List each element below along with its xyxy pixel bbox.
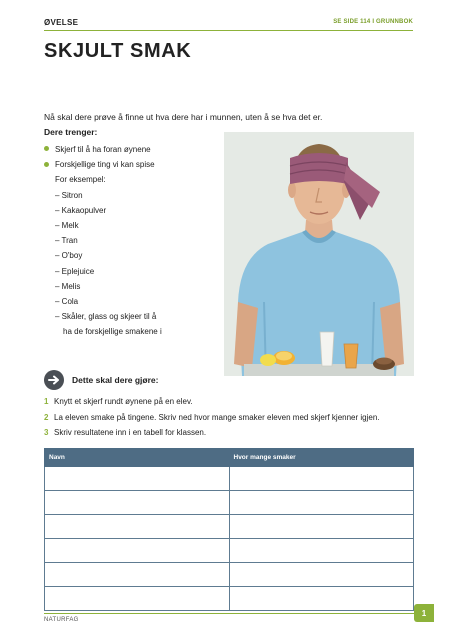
list-item: – Melk <box>55 221 79 231</box>
footer-subject: NATURFAG <box>44 617 79 623</box>
table-cell[interactable] <box>229 491 414 515</box>
list-item: – Kakaopulver <box>55 205 107 215</box>
table-cell[interactable] <box>45 539 230 563</box>
list-item: Forskjellige ting vi kan spise <box>44 157 162 172</box>
bullet-icon <box>44 162 49 167</box>
page-reference: SE SIDE 114 I GRUNNBOK <box>333 19 413 25</box>
page-title: SKJULT SMAK <box>44 40 192 62</box>
table-cell[interactable] <box>229 563 414 587</box>
example-heading: For eksempel: <box>55 175 106 185</box>
table-cell[interactable] <box>229 515 414 539</box>
page-number: 1 <box>414 604 434 622</box>
table-cell[interactable] <box>45 563 230 587</box>
list-item: – Eplejuice <box>55 266 95 276</box>
list-item: – O'boy <box>55 251 83 261</box>
steps-heading-row <box>44 370 158 390</box>
list-item: – Cola <box>55 297 79 307</box>
table-cell[interactable] <box>45 515 230 539</box>
table-cell[interactable] <box>45 467 230 491</box>
step-item: 2 La eleven smake på tingene. Skriv ned hvor mange smaker eleven med skjerf kjenner igjen. <box>44 412 380 422</box>
column-header-name: Navn <box>45 449 230 467</box>
section-label: ØVELSE <box>44 18 79 27</box>
steps-heading: Dette skal dere gjøre: <box>72 375 159 385</box>
table-cell[interactable] <box>45 491 230 515</box>
list-item: ha de forskjellige smakene i <box>63 327 162 337</box>
intro-text: Nå skal dere prøve å finne ut hva dere har i munnen, uten å se hva det er. <box>44 112 323 122</box>
list-item: – Melis <box>55 281 81 291</box>
list-item: – Skåler, glass og skjeer til å <box>55 312 157 322</box>
table-row <box>45 491 414 515</box>
arrow-right-icon <box>44 370 64 390</box>
table-cell[interactable] <box>45 587 230 611</box>
blindfolded-person-illustration <box>224 132 414 376</box>
list-item: – Tran <box>55 236 78 246</box>
header-divider <box>44 30 413 31</box>
needs-list <box>44 142 162 340</box>
step-item: 1 Knytt et skjerf rundt øynene på en elev. <box>44 397 193 406</box>
list-item: Skjerf til å ha foran øynene <box>44 142 162 157</box>
list-item: – Sitron <box>55 190 83 200</box>
table-row <box>45 539 414 563</box>
footer-divider <box>44 613 414 614</box>
table-cell[interactable] <box>229 587 414 611</box>
table-cell[interactable] <box>229 539 414 563</box>
step-item: 3 Skriv resultatene inn i en tabell for klassen. <box>44 428 207 437</box>
table-row <box>45 587 414 611</box>
table-cell[interactable] <box>229 467 414 491</box>
bullet-icon <box>44 146 49 151</box>
column-header-count: Hvor mange smaker <box>229 449 414 467</box>
table-row <box>45 515 414 539</box>
table-row <box>45 467 414 491</box>
steps-list <box>44 394 380 441</box>
results-table <box>44 448 414 611</box>
needs-heading: Dere trenger: <box>44 127 98 137</box>
table-row <box>45 563 414 587</box>
table-header-row <box>45 449 414 467</box>
